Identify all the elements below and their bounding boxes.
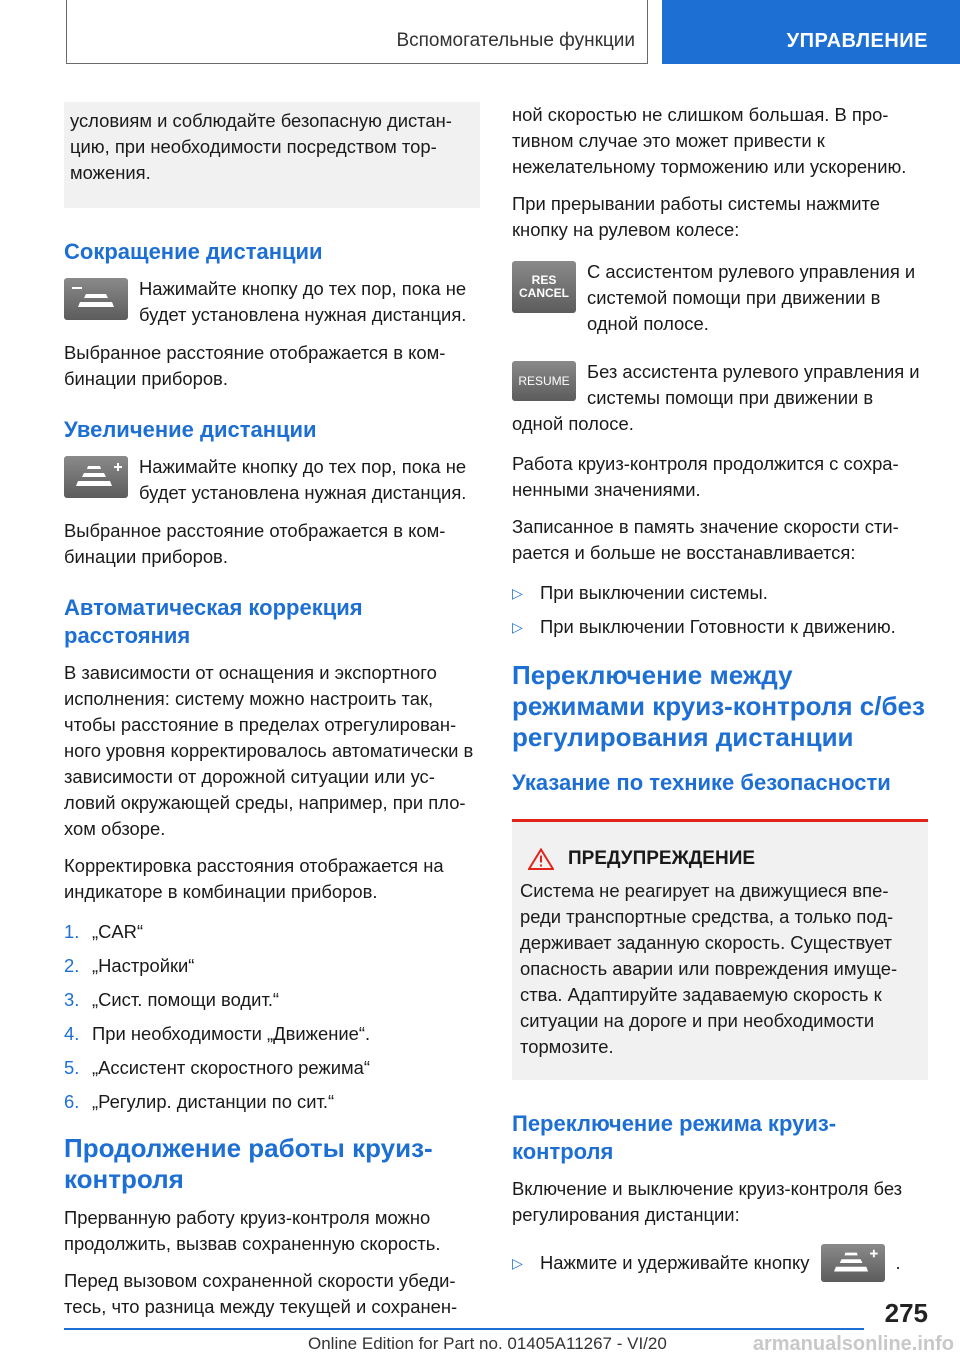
footer-edition: Online Edition for Part no. 01405A11267 - VI/20 (308, 1334, 667, 1353)
header-chapter: УПРАВЛЕНИЕ (786, 30, 928, 52)
continue-text-2: Перед вызовом сохраненной скорости убеди-тесь, что разница между текущей и сохранен- (64, 1270, 458, 1317)
heading-continue-cruise: Продолжение работы круиз-контроля (64, 1133, 433, 1194)
res-cancel-text: С ассистентом рулевого управления и системой помощи при движении в одной полосе. (587, 261, 916, 334)
reduce-note: Выбранное расстояние отображается в ком-бинации приборов. (64, 342, 446, 389)
header-section-tab (66, 0, 648, 64)
increase-note: Выбранное расстояние отображается в ком-бинации приборов. (64, 520, 446, 567)
warning-title: ПРЕДУПРЕЖДЕНИЕ (520, 848, 920, 870)
continue-text-4: При прерывании работы системы нажмите кнопку на рулевом колесе: (512, 193, 880, 240)
header-chapter-tab (662, 0, 960, 64)
distance-plus-button-icon (64, 456, 128, 498)
watermark: armanualsonline.info (752, 1333, 954, 1355)
heading-auto-correction: Автоматическая коррекция расстояния (64, 595, 363, 648)
continue-text-5: Работа круиз-контроля продолжится с сохра-ненными значениями. (512, 453, 899, 500)
warning-text: Система не реагирует на движущиеся впе-реди транспортные средства, а только под-держивает заданную скорость. Существует опасность аварии или повреждения имуще-ства. Адаптируйте задаваемую скорость к ситуации на дороге и при необходимости тормозите. (520, 880, 898, 1057)
settings-steps (64, 919, 480, 1115)
res-cancel-row (512, 259, 928, 337)
warning-box (512, 819, 928, 1080)
erase-conditions (512, 580, 928, 640)
intro-box (64, 102, 480, 208)
header-section: Вспомогательные функции (396, 30, 635, 51)
heading-reduce-distance: Сокращение дистанции (64, 239, 323, 264)
left-column (64, 102, 480, 1331)
list-item: 4. При необходимости „Движение“. (64, 1023, 371, 1044)
heading-switch-modes: Переключение между режимами круиз-контроля с/без регулирования дистанции (512, 660, 925, 752)
list-item: 3. „Сист. помощи водит.“ (64, 989, 280, 1010)
list-item: ▷ При выключении Готовности к движению. (512, 616, 896, 637)
list-item: 2. „Настройки“ (64, 955, 195, 976)
resume-button-icon: RESUME (512, 361, 576, 401)
continue-text-3: ной скоростью не слишком большая. В про-тивном случае это может привести к нежелательному торможению или ускорению. (512, 104, 907, 177)
distance-minus-button-icon (64, 278, 128, 320)
list-item: ▷ При выключении системы. (512, 582, 768, 603)
list-item: 1. „CAR“ (64, 921, 144, 942)
resume-row (512, 359, 928, 437)
mode-text: Включение и выключение круиз-контроля без регулирования дистанции: (512, 1178, 903, 1225)
warning-triangle-icon (528, 848, 554, 870)
distance-plus-button-icon (821, 1244, 885, 1282)
reduce-text: Нажимайте кнопку до тех пор, пока не будет установлена нужная дистанция. (139, 278, 467, 325)
heading-mode-switch: Переключение режима круиз-контроля (512, 1111, 837, 1164)
reduce-row (64, 276, 480, 328)
continue-text-1: Прерванную работу круиз-контроля можно продолжить, вызвав сохраненную скорость. (64, 1207, 441, 1254)
continue-text-6: Записанное в память значение скорости сти-рается и больше не восстанавливается: (512, 516, 899, 563)
footer-divider (64, 1328, 864, 1330)
res-cancel-button-icon: RES CANCEL (512, 261, 576, 313)
increase-text: Нажимайте кнопку до тех пор, пока не будет установлена нужная дистанция. (139, 456, 467, 503)
auto-text-2: Корректировка расстояния отображается на индикаторе в комбинации приборов. (64, 855, 444, 902)
list-item: 5. „Ассистент скоростного режима“ (64, 1057, 370, 1078)
mode-bullet: ▷ Нажмите и удерживайте кнопку . (512, 1244, 928, 1282)
heading-safety: Указание по технике безопасности (512, 770, 891, 795)
heading-increase-distance: Увеличение дистанции (64, 417, 317, 442)
list-item: 6. „Регулир. дистанции по сит.“ (64, 1091, 335, 1112)
increase-row (64, 454, 480, 506)
resume-text: Без ассистента рулевого управления и системы помощи при движении в одной полосе. (512, 361, 920, 434)
intro-text: условиям и соблюдайте безопасную дистан-цию, при необходимости посредством тор-можения. (70, 110, 452, 183)
page-number: 275 (884, 1298, 928, 1328)
auto-text-1: В зависимости от оснащения и экспортного исполнения: систему можно настроить так, чтобы расстояние в пределах отрегулирован-ного уровня корректировалось автоматически в зависимости от дорожной ситуации или ус-ловий окружающей среды, например, при пло-хом обзоре. (64, 662, 474, 839)
right-column (512, 102, 928, 1282)
